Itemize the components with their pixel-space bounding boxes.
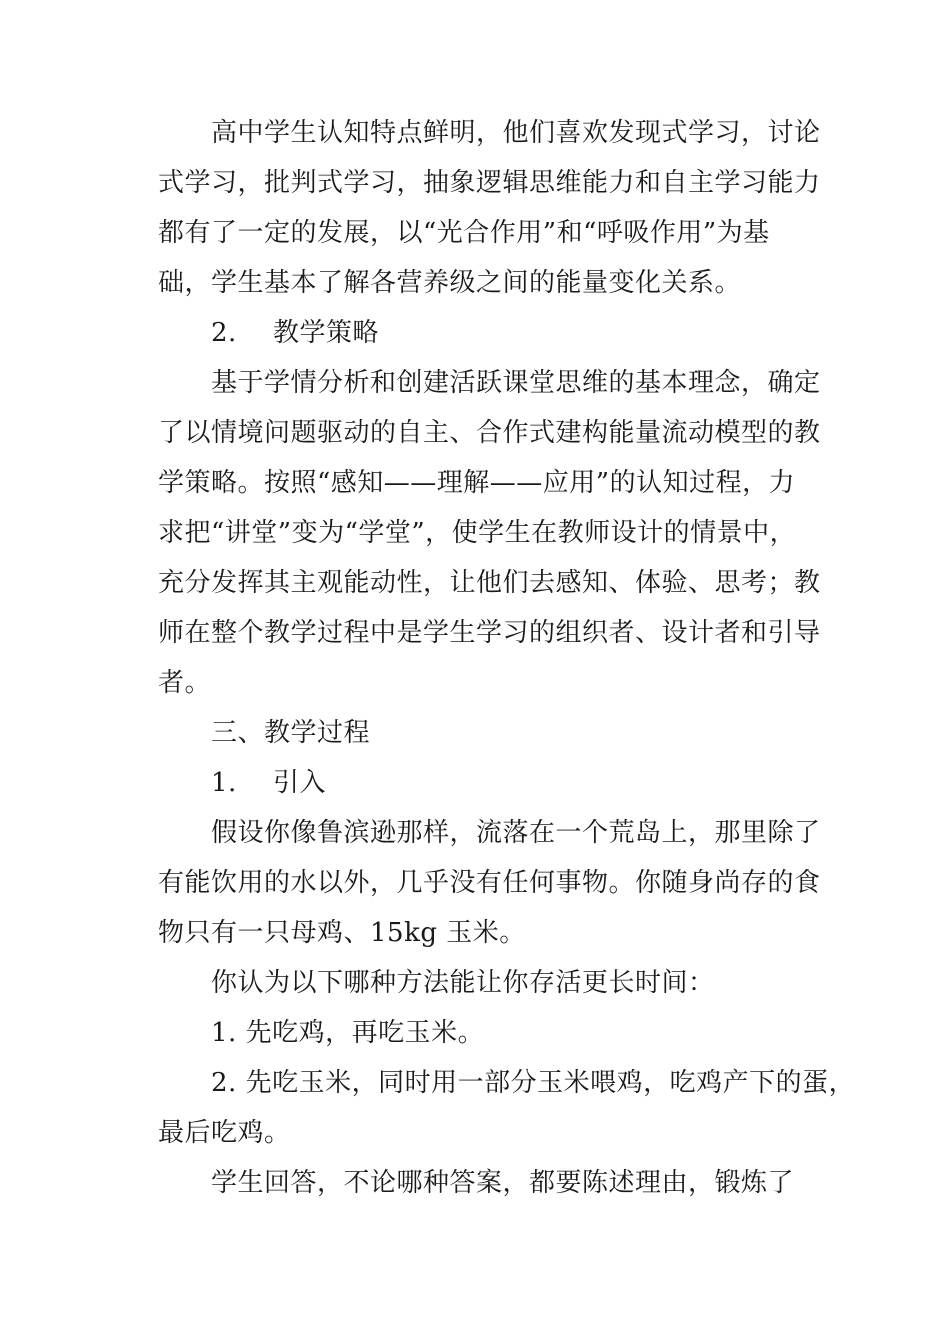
paragraph-4-line-1: 学生回答，不论哪种答案，都要陈述理由，锻炼了 [211, 1168, 795, 1198]
paragraph-2-line-1: 基于学情分析和创建活跃课堂思维的基本理念，确定 [211, 368, 821, 398]
paragraph-2-line-3: 学策略。按照“感知——理解——应用”的认知过程，力 [158, 468, 796, 498]
option-2-line-1: 2. 先吃玉米，同时用一部分玉米喂鸡，吃鸡产下的蛋， [211, 1068, 856, 1098]
paragraph-3-line-1: 假设你像鲁滨逊那样，流落在一个荒岛上，那里除了 [211, 818, 821, 848]
paragraph-2-line-5: 充分发挥其主观能动性，让他们去感知、体验、思考；教 [158, 568, 821, 598]
heading-intro-number: 1. [211, 768, 237, 798]
paragraph-1-line-3: 都有了一定的发展，以“光合作用”和“呼吸作用”为基 [158, 218, 770, 248]
heading-strategy-title: 教学策略 [273, 318, 380, 348]
paragraph-3-line-2: 有能饮用的水以外，几乎没有任何事物。你随身尚存的食 [158, 868, 821, 898]
heading-teaching-process: 三、教学过程 [211, 718, 371, 748]
question-text: 你认为以下哪种方法能让你存活更长时间： [211, 968, 715, 998]
heading-strategy-number: 2. [211, 318, 237, 348]
paragraph-2-line-7: 者。 [158, 668, 212, 698]
heading-intro-title: 引入 [273, 768, 327, 798]
heading-teaching-strategy [211, 318, 379, 348]
paragraph-2-line-2: 了以情境问题驱动的自主、合作式建构能量流动模型的教 [158, 418, 821, 448]
paragraph-1-line-2: 式学习，批判式学习，抽象逻辑思维能力和自主学习能力 [158, 168, 821, 198]
paragraph-2-line-6: 师在整个教学过程中是学生学习的组织者、设计者和引导 [158, 618, 821, 648]
heading-introduction [211, 768, 326, 798]
paragraph-2-line-4: 求把“讲堂”变为“学堂”，使学生在教师设计的情景中， [158, 518, 797, 548]
option-2-line-2: 最后吃鸡。 [158, 1118, 291, 1148]
paragraph-1-line-1: 高中学生认知特点鲜明，他们喜欢发现式学习，讨论 [211, 118, 821, 148]
paragraph-1-line-4: 础，学生基本了解各营养级之间的能量变化关系。 [158, 268, 742, 298]
paragraph-3-line-3: 物只有一只母鸡、15kg 玉米。 [158, 918, 526, 948]
option-1-text: 1. 先吃鸡，再吃玉米。 [211, 1018, 485, 1048]
